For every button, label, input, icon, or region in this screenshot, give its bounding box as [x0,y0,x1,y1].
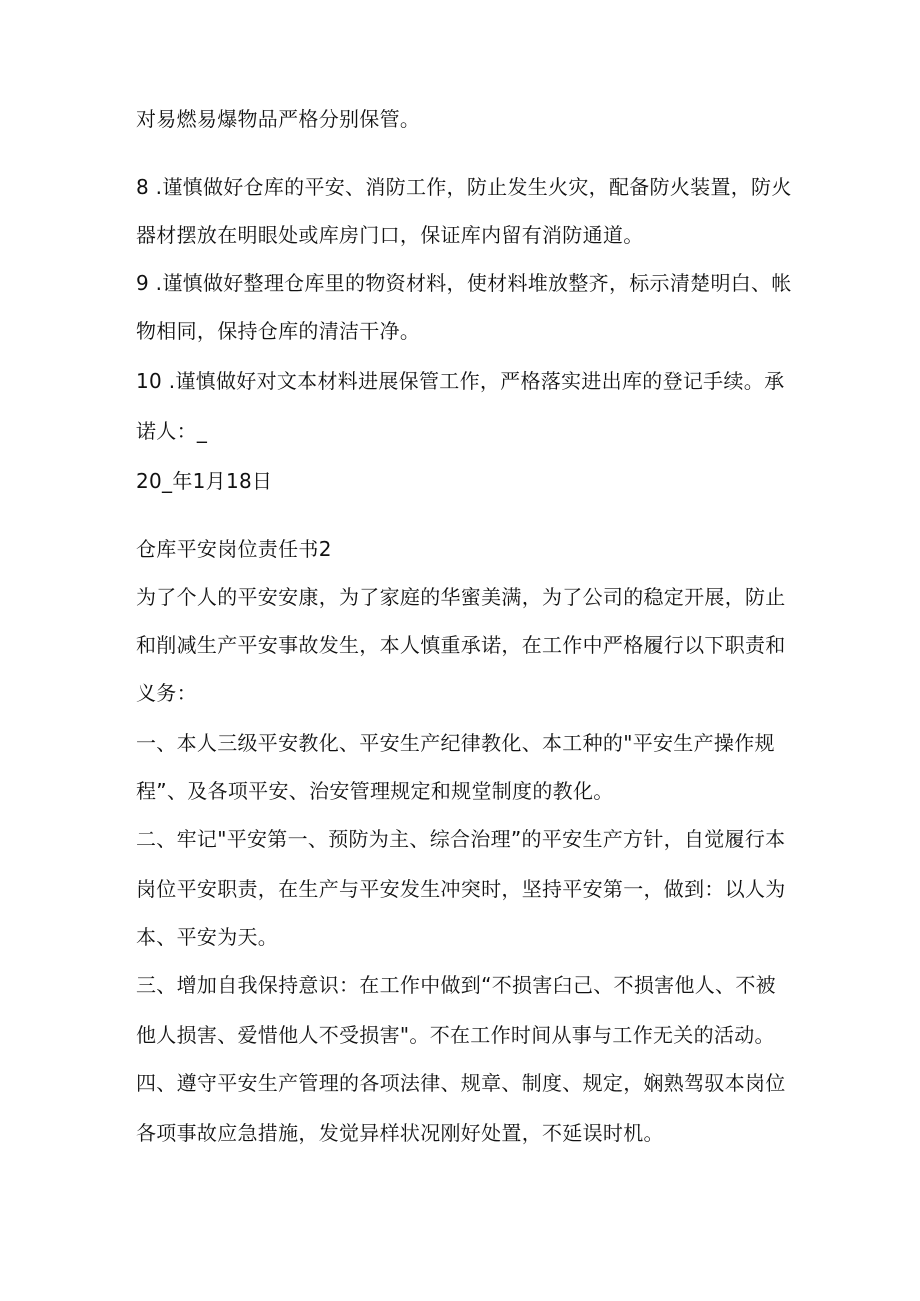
text-line-storage-rule: 对易燃易爆物品严格分别保管。 [136,107,421,131]
text-line-clause-4-cont: 各项事故应急措施，发觉异样状况刚好处置，不延误时机。 [136,1121,664,1145]
text-line-clause-1: 一、本人三级平安教化、平安生产纪律教化、本工种的"平安生产操作规 [136,731,775,755]
text-line-signatory: 诺人：_ [136,419,208,443]
text-line-item-9: 9 .谨慎做好整理仓库里的物资材料，使材料堆放整齐，标示清楚明白、帐 [136,271,792,295]
text-line-clause-2-cont: 岗位平安职责，在生产与平安发生冲突时，坚持平安第一，做到：以人为 [136,877,786,901]
text-line-clause-1-cont: 程”、及各项平安、治安管理规定和规堂制度的教化。 [136,779,614,803]
text-line-clause-2: 二、牢记"平安第一、预防为主、综合治理”的平安生产方针，自觉履行本 [136,827,786,851]
text-line-intro-cont: 和削减生产平安事故发生，本人慎重承诺，在工作中严格履行以下职责和 [136,633,786,657]
text-line-clause-3: 三、增加自我保持意识：在工作中做到“不损害臼己、不损害他人、不被 [136,973,776,997]
text-line-clause-4: 四、遵守平安生产管理的各项法律、规章、制度、规定，娴熟驾驭本岗位 [136,1071,786,1095]
text-line-item-10: 10 .谨慎做好对文本材料进展保管工作，严格落实进出库的登记手续。承 [136,369,785,393]
text-line-date: 20_年1月18日 [136,469,273,493]
text-line-item-9-cont: 物相同，保持仓库的清洁干净。 [136,319,421,343]
text-line-intro: 为了个人的平安安康，为了家庭的华蜜美满，为了公司的稳定开展，防止 [136,585,786,609]
section-title: 仓库平安岗位责任书2 [136,537,332,561]
text-line-item-8-cont: 器材摆放在明眼处或库房门口，保证库内留有消防通道。 [136,223,644,247]
text-line-intro-end: 义务： [136,681,197,705]
text-line-clause-2-end: 本、平安为天。 [136,925,279,949]
text-line-item-8: 8 .谨慎做好仓库的平安、消防工作，防止发生火灾，配备防火装置，防火 [136,175,792,199]
text-line-clause-3-cont: 他人损害、爱惜他人不受损害"。不在工作时间从事与工作无关的活动。 [136,1023,775,1047]
